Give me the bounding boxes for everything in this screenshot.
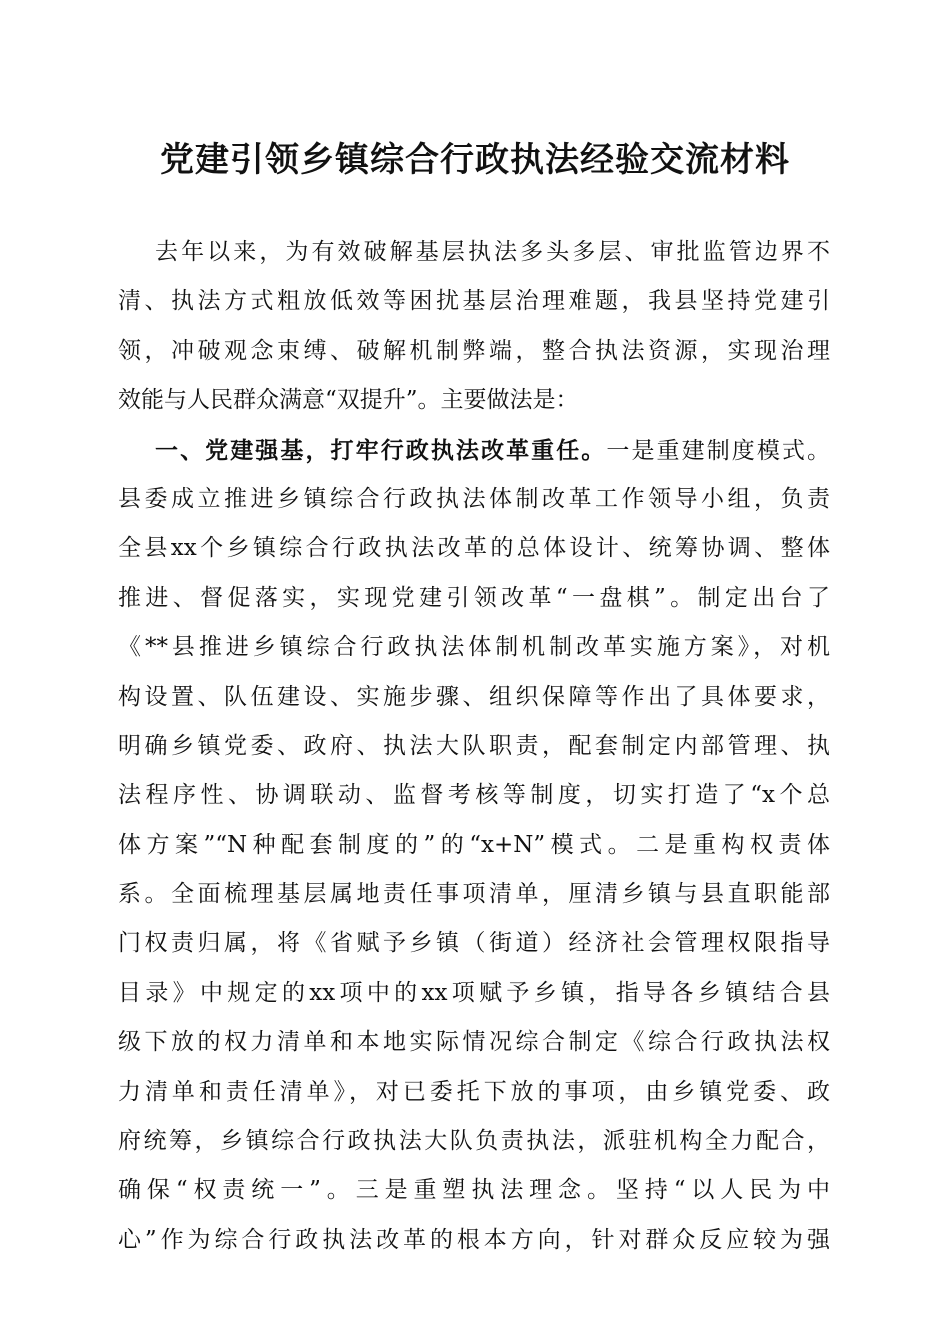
paragraph-text: 一是重建制度模式。 <box>606 437 830 464</box>
paragraph-line: 领，冲破观念束缚、破解机制弊端，整合执法资源，实现治理 <box>118 337 830 364</box>
paragraph-line: 体方案”“N种配套制度的”的“x+N”模式。二是重构权责体 <box>118 831 830 858</box>
paragraph-line: 系。全面梳理基层属地责任事项清单，厘清乡镇与县直职能部 <box>118 881 830 908</box>
paragraph-line: 级下放的权力清单和本地实际情况综合制定《综合行政执法权 <box>118 1029 830 1056</box>
paragraph-line: 心”作为综合行政执法改革的根本方向，针对群众反应较为强 <box>118 1226 830 1253</box>
paragraph-line: 推进、督促落实，实现党建引领改革“一盘棋”。制定出台了 <box>118 584 830 611</box>
paragraph-line: 清、执法方式粗放低效等困扰基层治理难题，我县坚持党建引 <box>118 288 830 315</box>
document-body <box>118 228 830 1265</box>
paragraph-line: 目录》中规定的xx项中的xx项赋予乡镇，指导各乡镇结合县 <box>118 979 830 1006</box>
paragraph-line: 去年以来，为有效破解基层执法多头多层、审批监管边界不 <box>155 239 830 265</box>
paragraph-line: 门权责归属，将《省赋予乡镇（街道）经济社会管理权限指导 <box>118 930 830 957</box>
document-title: 党建引领乡镇综合行政执法经验交流材料 <box>160 140 790 180</box>
paragraph-line: 明确乡镇党委、政府、执法大队职责，配套制定内部管理、执 <box>118 732 830 759</box>
paragraph-line: 全县xx个乡镇综合行政执法改革的总体设计、统筹协调、整体 <box>118 535 830 562</box>
section-heading-line <box>118 426 830 475</box>
paragraph-line: 府统筹，乡镇综合行政执法大队负责执法，派驻机构全力配合， <box>118 1128 830 1155</box>
section-heading: 一、党建强基，打牢行政执法改革重任。 <box>155 436 607 464</box>
paragraph-line: 确保“权责统一”。三是重塑执法理念。坚持“以人民为中 <box>118 1177 830 1204</box>
paragraph-line: 效能与人民群众满意“双提升”。主要做法是： <box>118 387 579 414</box>
paragraph-line: 力清单和责任清单》，对已委托下放的事项，由乡镇党委、政 <box>118 1078 830 1105</box>
paragraph-line: 《**县推进乡镇综合行政执法体制机制改革实施方案》，对机 <box>118 634 830 661</box>
paragraph-line: 法程序性、协调联动、监督考核等制度，切实打造了“x个总 <box>118 782 830 809</box>
paragraph-line: 县委成立推进乡镇综合行政执法体制改革工作领导小组，负责 <box>118 485 830 512</box>
paragraph-line: 构设置、队伍建设、实施步骤、组织保障等作出了具体要求， <box>118 683 830 710</box>
